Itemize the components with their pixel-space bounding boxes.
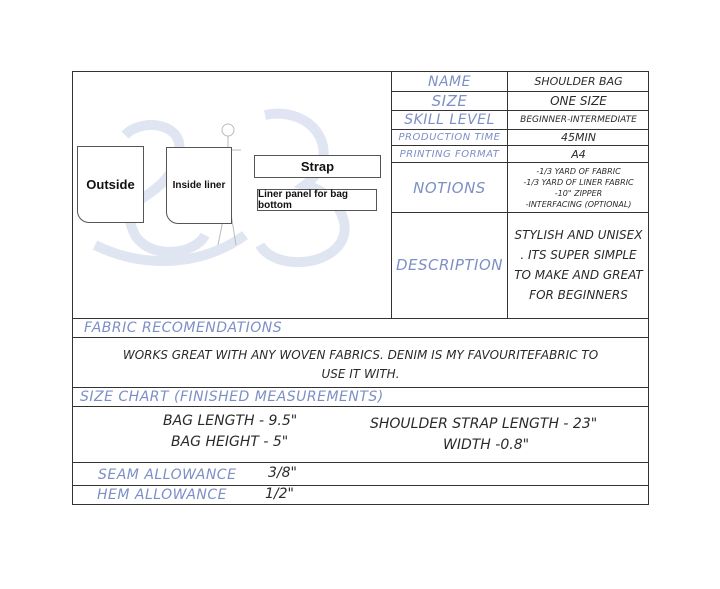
skill-level-value: BEGINNER-INTERMEDIATE	[520, 115, 637, 125]
pattern-piece-strap	[254, 155, 381, 178]
size-label: SIZE	[431, 92, 468, 110]
notions-item: -INTERFACING (OPTIONAL)	[525, 199, 632, 209]
strap-width: WIDTH -0.8"	[443, 437, 530, 453]
notions-item: -1/3 YARD OF LINER FABRIC	[523, 177, 634, 187]
production-time-value: 45MIN	[561, 131, 596, 144]
description-line: . ITS SUPER SIMPLE	[520, 248, 637, 262]
skill-level-label: SKILL LEVEL	[404, 112, 495, 128]
fabric-text-line: USE IT WITH.	[321, 367, 400, 381]
fabric-recommendations-text	[73, 345, 648, 385]
name-value: SHOULDER BAG	[534, 75, 623, 88]
bag-height: BAG HEIGHT - 5"	[171, 434, 289, 450]
name-label: NAME	[428, 73, 471, 90]
pattern-piece-liner-panel-label: Liner panel for bag bottom	[258, 189, 349, 211]
hem-allowance-value: 1/2"	[265, 486, 294, 502]
printing-format-label: PRINTING FORMAT	[399, 148, 500, 160]
pattern-piece-liner-panel	[257, 189, 377, 211]
size-chart-heading: SIZE CHART (FINISHED MEASUREMENTS)	[80, 389, 384, 405]
seam-allowance-value: 3/8"	[268, 465, 297, 481]
pattern-piece-outside	[77, 146, 144, 223]
description-label: DESCRIPTION	[395, 256, 504, 274]
pattern-piece-inside-liner-label: Inside liner	[172, 180, 226, 191]
seam-allowance-label: SEAM ALLOWANCE	[98, 467, 237, 483]
printing-format-value: A4	[571, 147, 586, 161]
shoulder-strap-length: SHOULDER STRAP LENGTH - 23"	[370, 416, 598, 432]
description-line: STYLISH AND UNISEX	[514, 228, 643, 242]
description-line: FOR BEGINNERS	[529, 288, 628, 302]
hem-allowance-label: HEM ALLOWANCE	[97, 487, 227, 503]
size-value: ONE SIZE	[550, 94, 607, 108]
notions-list	[508, 163, 649, 212]
fabric-recommendations-heading: FABRIC RECOMENDATIONS	[84, 320, 283, 336]
notions-item: -10" ZIPPER	[554, 188, 603, 198]
notions-label: NOTIONS	[413, 178, 486, 197]
pattern-piece-strap-label: Strap	[300, 159, 335, 174]
pattern-piece-inside-liner	[166, 147, 232, 224]
production-time-label: PRODUCTION TIME	[398, 132, 501, 143]
fabric-text-line: WORKS GREAT WITH ANY WOVEN FABRICS. DENIM IS MY FAVOURITEFABRIC TO	[122, 348, 599, 362]
bag-length: BAG LENGTH - 9.5"	[163, 413, 298, 429]
description-text	[508, 213, 649, 317]
notions-item: -1/3 YARD OF FABRIC	[536, 166, 621, 176]
description-line: TO MAKE AND GREAT	[514, 268, 643, 282]
pattern-piece-outside-label: Outside	[86, 177, 135, 192]
